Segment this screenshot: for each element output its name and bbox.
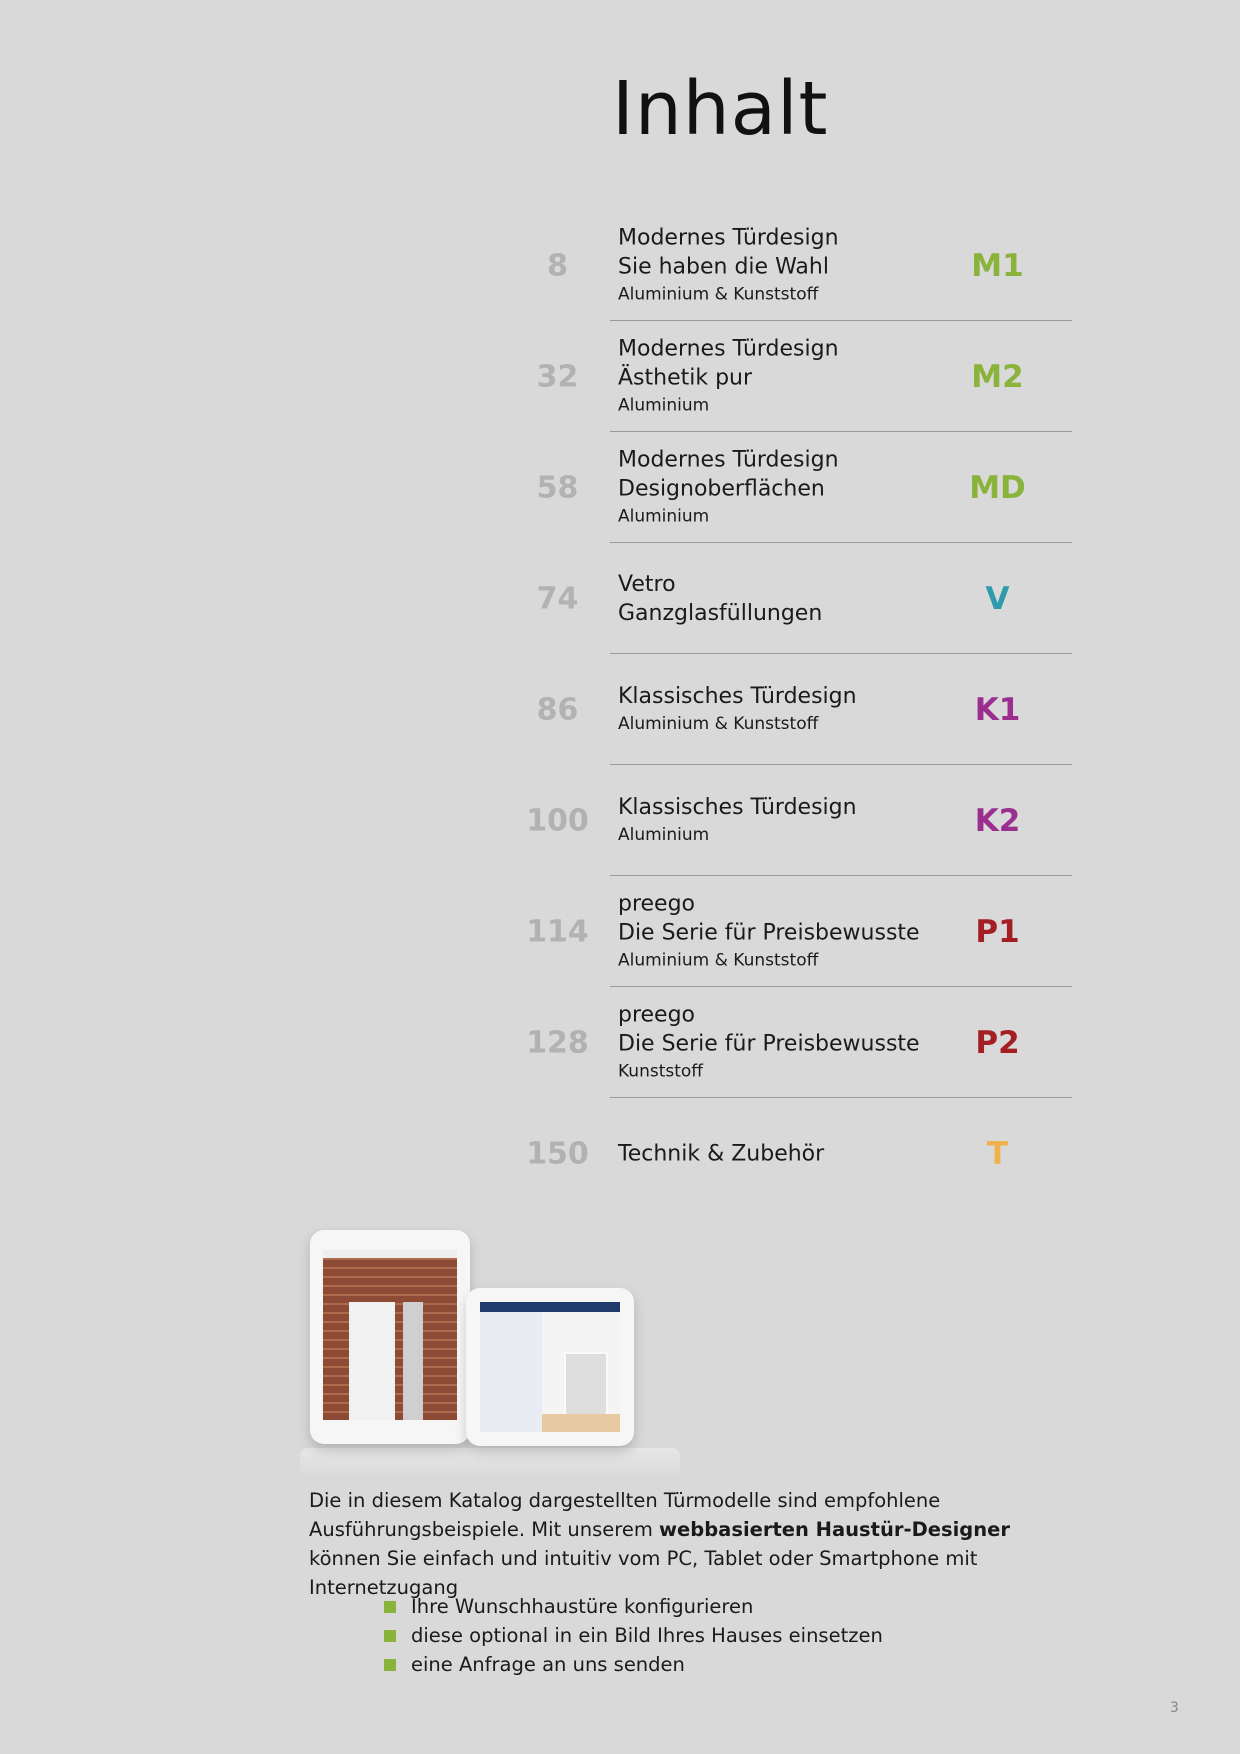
toc-entry-material: Aluminium — [618, 395, 710, 415]
toc-page-number: 74 — [536, 581, 579, 616]
toc-entry-text — [618, 570, 958, 628]
tablet-landscape — [466, 1288, 634, 1446]
toc-entry-text — [618, 793, 958, 849]
toc-section-code: K1 — [974, 691, 1021, 728]
intro-text-bold: webbasierten Haustür-Designer — [659, 1518, 1010, 1541]
toc-section-code: MD — [969, 469, 1026, 506]
toc-entry-text — [618, 889, 958, 974]
bullet-square-icon — [384, 1659, 396, 1671]
toc-section-code: K2 — [974, 802, 1021, 839]
toc-page-number: 100 — [526, 803, 589, 838]
toc-entry-text — [618, 1000, 958, 1085]
toc-entry-text — [618, 334, 958, 419]
toc-row[interactable] — [500, 876, 1072, 987]
toc-entry-title: Sie haben die Wahl — [618, 254, 829, 279]
toc-page-number: 86 — [536, 692, 579, 727]
toc-entry-material: Aluminium — [618, 824, 710, 845]
bullet-square-icon — [384, 1630, 396, 1642]
toc-section-code: T — [986, 1135, 1009, 1172]
intro-paragraph — [309, 1486, 1069, 1602]
list-item — [384, 1592, 883, 1621]
list-item-text: diese optional in ein Bild Ihres Hauses einsetzen — [411, 1624, 883, 1647]
toc-entry-material: Kunststoff — [618, 1061, 704, 1081]
toc-entry-title: Vetro — [618, 571, 676, 597]
toc-page-number: 128 — [526, 1025, 589, 1060]
configurator-floor — [542, 1414, 620, 1432]
toc-entry-title: preego — [618, 1002, 696, 1027]
bullet-square-icon — [384, 1601, 396, 1613]
toc-page-number: 150 — [526, 1136, 589, 1171]
tablet-reflection — [300, 1448, 680, 1478]
toc-entry-text — [618, 682, 958, 738]
toc-row[interactable] — [500, 765, 1072, 876]
toc-row[interactable] — [500, 210, 1072, 321]
screen-topbar — [323, 1250, 457, 1258]
toc-section-code: P2 — [975, 1024, 1020, 1061]
tablet-portrait — [310, 1230, 470, 1444]
door-glass — [403, 1302, 423, 1420]
list-item — [384, 1621, 883, 1650]
toc-section-code: P1 — [975, 913, 1020, 950]
configurator-header — [480, 1302, 620, 1312]
intro-text-before: Die in diesem Katalog dargestellten Türmodelle sind empfohlene Ausführungsbeispiele. Mit unserem — [309, 1489, 941, 1541]
list-item-text: Ihre Wunschhaustüre konfigurieren — [411, 1595, 754, 1618]
toc-page-number: 32 — [536, 359, 579, 394]
list-item — [384, 1650, 883, 1679]
toc-entry-material: Aluminium & Kunststoff — [618, 713, 819, 734]
door-image — [349, 1302, 395, 1420]
toc-row[interactable] — [500, 321, 1072, 432]
toc-entry-title: Die Serie für Preisbewusste — [618, 1031, 920, 1056]
toc-row[interactable] — [500, 543, 1072, 654]
page-title: Inhalt — [612, 66, 829, 152]
toc-section-code: M2 — [971, 358, 1024, 395]
toc-entry-title: Modernes Türdesign — [618, 336, 839, 361]
toc-entry-title: Ganzglasfüllungen — [618, 600, 823, 626]
toc-entry-title: Klassisches Türdesign — [618, 794, 857, 820]
tablet-landscape-screen — [480, 1302, 620, 1432]
toc-entry-title: Klassisches Türdesign — [618, 683, 857, 709]
toc-entry-title: Technik & Zubehör — [618, 1141, 825, 1166]
toc-page-number: 58 — [536, 470, 579, 505]
tablet-illustration — [300, 1230, 680, 1470]
toc-section-code: M1 — [971, 247, 1024, 284]
toc-entry-title: preego — [618, 891, 696, 916]
toc-entry-material: Aluminium & Kunststoff — [618, 950, 819, 970]
toc-entry-title: Ästhetik pur — [618, 365, 753, 390]
toc-entry-text — [618, 1139, 958, 1168]
toc-page-number: 8 — [547, 248, 568, 283]
toc-entry-text — [618, 445, 958, 530]
toc-entry-title: Designoberflächen — [618, 476, 825, 501]
toc-entry-material: Aluminium — [618, 506, 710, 526]
toc-page-number: 114 — [526, 914, 589, 949]
configurator-door — [564, 1352, 608, 1422]
toc-row[interactable] — [500, 1098, 1072, 1209]
toc-entry-material: Aluminium & Kunststoff — [618, 284, 819, 304]
toc-section-code: V — [985, 580, 1010, 617]
feature-list — [384, 1592, 883, 1679]
tablet-portrait-screen — [323, 1250, 457, 1420]
toc-row[interactable] — [500, 432, 1072, 543]
list-item-text: eine Anfrage an uns senden — [411, 1653, 685, 1676]
table-of-contents — [500, 210, 1072, 1209]
toc-entry-text — [618, 223, 958, 308]
intro-text-after: können Sie einfach und intuitiv vom PC, Tablet oder Smartphone mit Internetzugang — [309, 1547, 978, 1599]
toc-entry-title: Modernes Türdesign — [618, 447, 839, 472]
page-number: 3 — [1170, 1700, 1179, 1716]
toc-entry-title: Modernes Türdesign — [618, 225, 839, 250]
configurator-sidebar — [480, 1302, 542, 1432]
toc-entry-title: Die Serie für Preisbewusste — [618, 920, 920, 945]
toc-row[interactable] — [500, 654, 1072, 765]
toc-row[interactable] — [500, 987, 1072, 1098]
